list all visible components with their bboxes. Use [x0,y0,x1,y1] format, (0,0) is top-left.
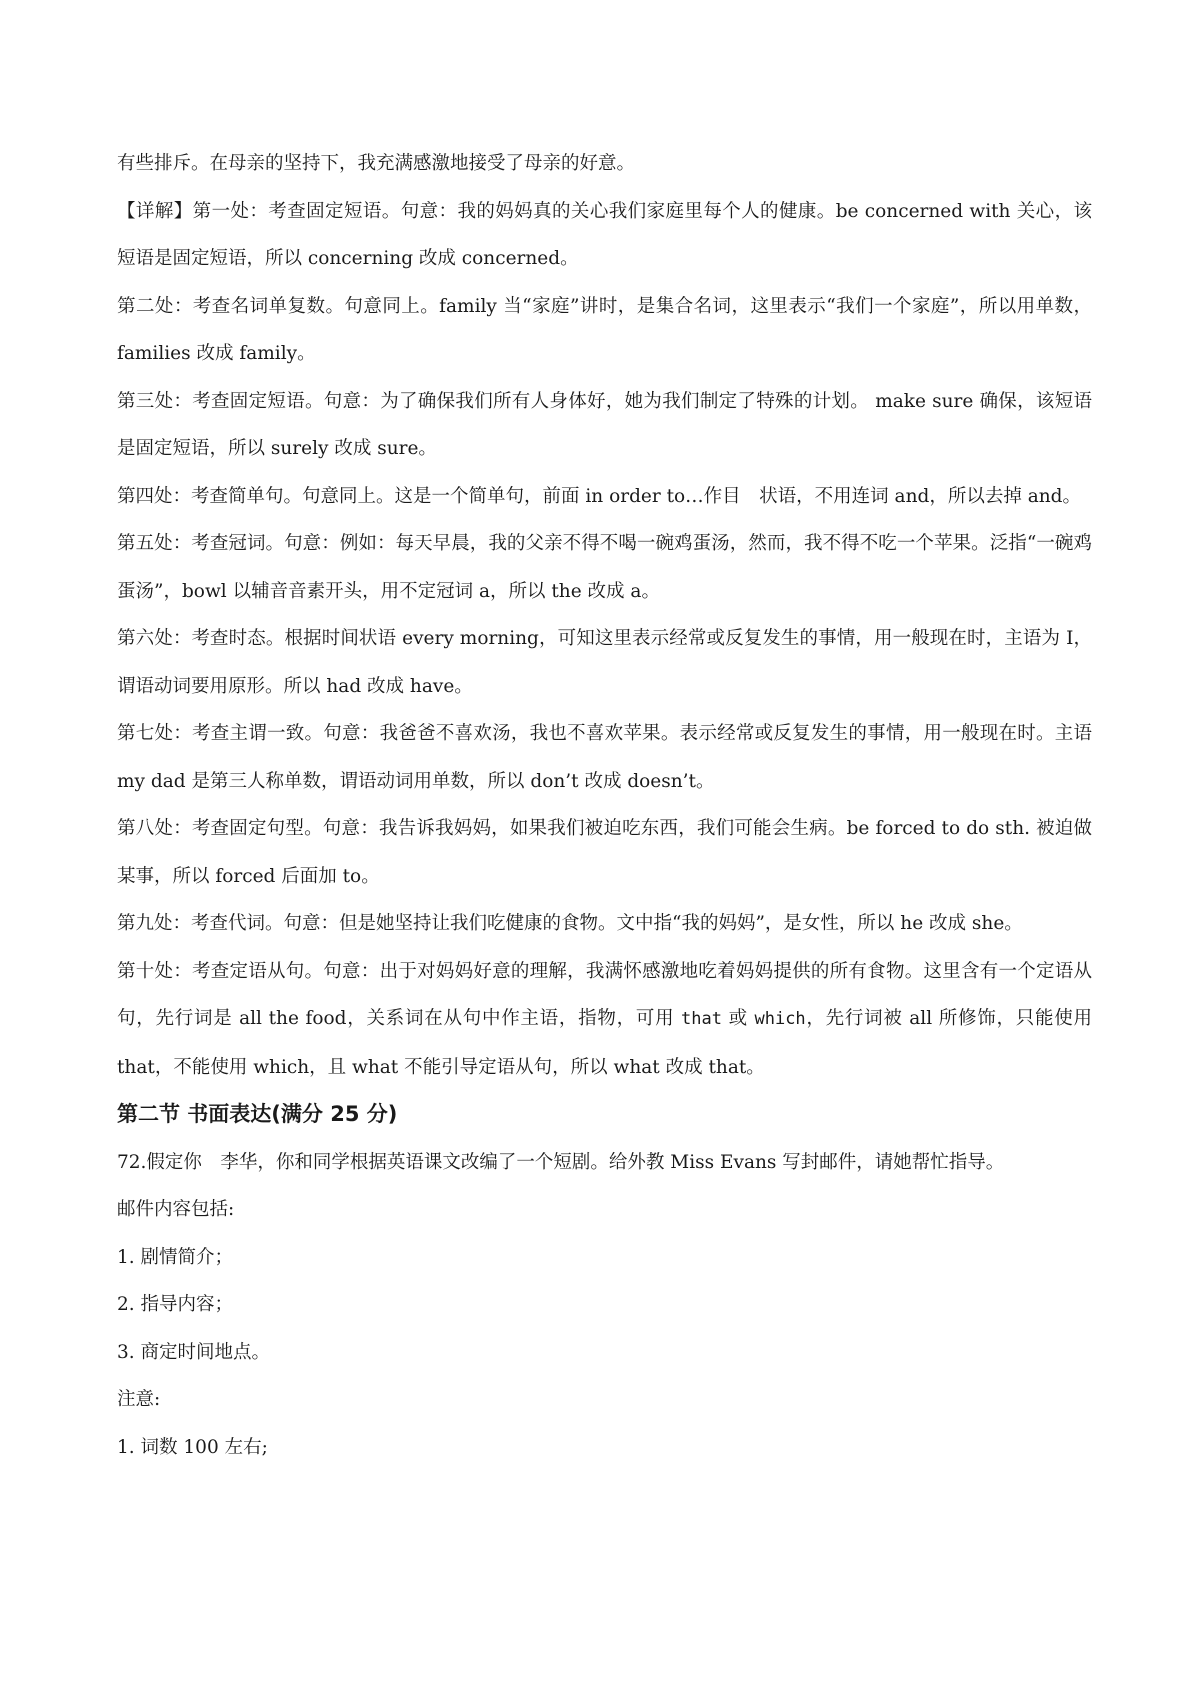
explanation-2: 第二处：考查名词单复数。句意同上。family 当“家庭”讲时，是集合名词，这里表示“我们一个家庭”，所以用单数，families 改成 family。 [117,295,1092,364]
question-72: 72.假定你 李华，你和同学根据英语课文改编了一个短剧。给外教 Miss Evans 写封邮件，请她帮忙指导。 [117,1151,1005,1173]
explanation-3: 第三处：考查固定短语。句意：为了确保我们所有人身体好，她为我们制定了特殊的计划。 make sure 确保，该短语是固定短语，所以 surely 改成 sure。 [117,390,1092,459]
explanation-10-that: that [681,1009,722,1029]
explanation-10-part-b: ，先行词被 all 所修饰，只能使用 that，不能使用 which，且 what 不能引导定语从句，所以 what 改成 that。 [117,1008,1092,1078]
explanation-4: 第四处：考查简单句。句意同上。这是一个简单句，前面 in order to…作目 状语，不用连词 and，所以去掉 and。 [117,485,1082,507]
explanation-6: 第六处：考查时态。根据时间状语 every morning，可知这里表示经常或反复发生的事情，用一般现在时，主语为 I，谓语动词要用原形。所以 had 改成 have。 [117,628,1092,697]
section-title: 第二节 书面表达(满分 25 分) [117,1102,398,1126]
explanation-1: 【详解】第一处：考查固定短语。句意：我的妈妈真的关心我们家庭里每个人的健康。be concerned with 关心，该短语是固定短语，所以 concerning 改成 concerned。 [117,200,1092,269]
note-label: 注意: [117,1389,161,1410]
explanation-10 [117,948,1092,1092]
explanation-10-part-a: 第十处：考查定语从句。句意：出于对妈妈好意的理解，我满怀感激地吃着妈妈提供的所有食物。这里含有一个定语从句，先行词是 all the food，关系词在从句中作主语，指物，可用 [117,960,1092,1029]
intro-tail-paragraph: 有些排斥。在母亲的坚持下，我充满感激地接受了母亲的好意。 [117,153,636,174]
explanation-10-or: 或 [721,1008,755,1029]
explanation-8: 第八处：考查固定句型。句意：我告诉我妈妈，如果我们被迫吃东西，我们可能会生病。be forced to do sth. 被迫做某事，所以 forced 后面加 to。 [117,818,1092,887]
explanation-5: 第五处：考查冠词。句意：例如：每天早晨，我的父亲不得不喝一碗鸡蛋汤，然而，我不得不吃一个苹果。泛指“一碗鸡蛋汤”，bowl 以辅音音素开头，用不定冠词 a，所以 the 改成 a。 [117,533,1092,602]
content-item-2: 2. 指导内容； [117,1294,234,1315]
explanation-9: 第九处：考查代词。句意：但是她坚持让我们吃健康的食物。文中指“我的妈妈”，是女性，所以 he 改成 she。 [117,913,1023,934]
explanation-10-which: which [754,1009,806,1029]
content-item-3: 3. 商定时间地点。 [117,1341,271,1363]
document-page [117,140,1092,1471]
content-label: 邮件内容包括: [117,1199,235,1220]
content-item-1: 1. 剧情简介； [117,1246,234,1268]
explanation-7: 第七处：考查主谓一致。句意：我爸爸不喜欢汤，我也不喜欢苹果。表示经常或反复发生的事情，用一般现在时。主语 my dad 是第三人称单数，谓语动词用单数，所以 don’t 改成 doesn’t。 [117,723,1092,792]
note-item-1: 1. 词数 100 左右; [117,1436,268,1458]
